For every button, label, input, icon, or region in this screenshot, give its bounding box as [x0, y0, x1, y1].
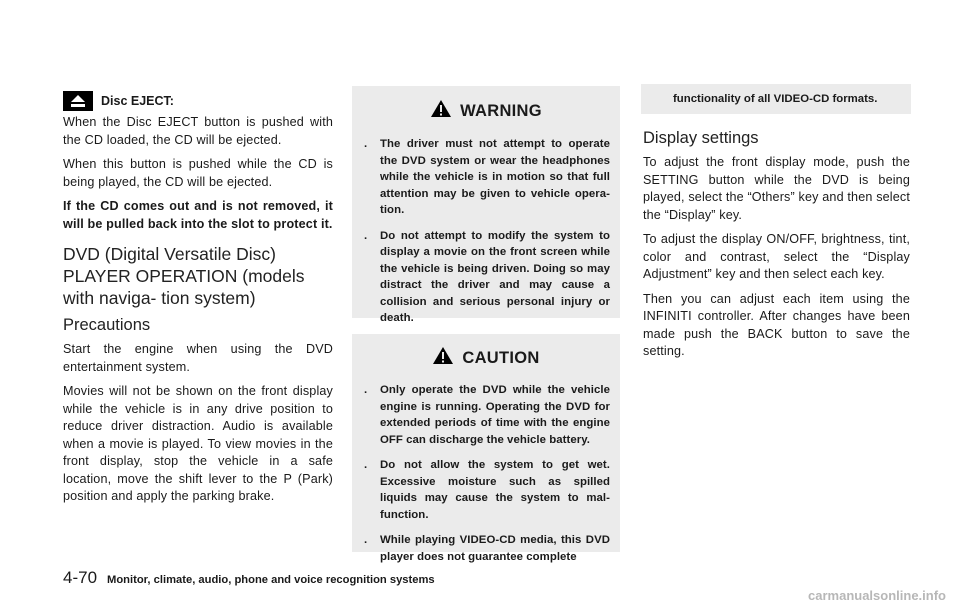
caution-continued-box	[641, 84, 911, 114]
caution-title	[352, 334, 620, 382]
caution-box	[352, 334, 620, 563]
paragraph: To adjust the display ON/OFF, brightness, tint, color and contrast, select the “Display Adjustment” key and then select each key.	[643, 232, 910, 281]
display-settings-heading: Display settings	[643, 129, 759, 147]
bullet: .	[364, 229, 368, 242]
bullet: .	[364, 138, 368, 150]
left-column	[63, 114, 333, 513]
bullet: .	[364, 384, 368, 396]
disc-eject-row	[63, 91, 174, 111]
warning-title	[352, 86, 620, 136]
warning-list	[352, 136, 620, 327]
warning-item: . The driver must not attempt to operate the DVD system or wear the headphones while the vehicle is in motion so that full attention may be given to vehicle opera- tion.	[364, 138, 610, 216]
paragraph: When the Disc EJECT button is pushed with the CD loaded, the CD will be ejected.	[63, 115, 333, 147]
chapter-title: Monitor, climate, audio, phone and voice recognition systems	[107, 574, 435, 586]
bullet: .	[364, 534, 368, 546]
caution-item: . Only operate the DVD while the vehicle engine is running. Operating the DVD for extended periods of time with the engine OFF can discharge the vehicle battery.	[364, 384, 610, 446]
eject-icon	[63, 91, 93, 111]
caution-item: . While playing VIDEO-CD media, this DVD player does not guarantee complete	[364, 534, 610, 563]
page-number: 4-70	[63, 568, 98, 587]
page-footer	[63, 568, 435, 588]
caution-triangle-icon	[432, 346, 454, 370]
caution-item: . Do not allow the system to get wet. Excessive moisture such as spilled liquids may cause the system to mal- function.	[364, 459, 610, 521]
bullet: .	[364, 459, 368, 471]
paragraph: Then you can adjust each item using the INFINITI controller. After changes have been made push the BACK button to save the setting.	[643, 291, 910, 358]
warning-title-text: WARNING	[460, 101, 542, 120]
right-column	[643, 128, 910, 368]
caution-continued-text: functionality of all VIDEO-CD formats.	[673, 93, 878, 105]
caution-list	[352, 382, 620, 565]
paragraph: To adjust the front display mode, push the SETTING button while the DVD is being played, select the “Others” key and then select the “Display” key.	[643, 155, 910, 222]
warning-triangle-icon	[430, 99, 452, 123]
warning-item: . Do not attempt to modify the system to display a movie on the front screen while the vehicle is being driven. Doing so may distract the driver and may cause a collision and serious personal injury or death.	[364, 229, 610, 324]
watermark: carmanualsonline.info	[808, 588, 946, 603]
warning-box	[352, 86, 620, 324]
section-heading: DVD (Digital Versatile Disc) PLAYER OPERATION (models with naviga- tion system)	[63, 244, 305, 308]
disc-eject-label: Disc EJECT:	[101, 94, 174, 108]
caution-title-text: CAUTION	[462, 348, 540, 367]
paragraph: When this button is pushed while the CD is being played, the CD will be ejected.	[63, 157, 333, 189]
paragraph: Start the engine when using the DVD entertainment system.	[63, 342, 333, 374]
paragraph: Movies will not be shown on the front display while the vehicle is in any drive position to reduce driver distraction. Audio is available when a movie is played. To view movies in the front display, stop the vehicle in a safe location, move the shift lever to the P (Park) position and apply the parking brake.	[63, 384, 333, 503]
sub-heading: Precautions	[63, 316, 151, 334]
paragraph: If the CD comes out and is not removed, it will be pulled back into the slot to protect it.	[63, 199, 333, 231]
